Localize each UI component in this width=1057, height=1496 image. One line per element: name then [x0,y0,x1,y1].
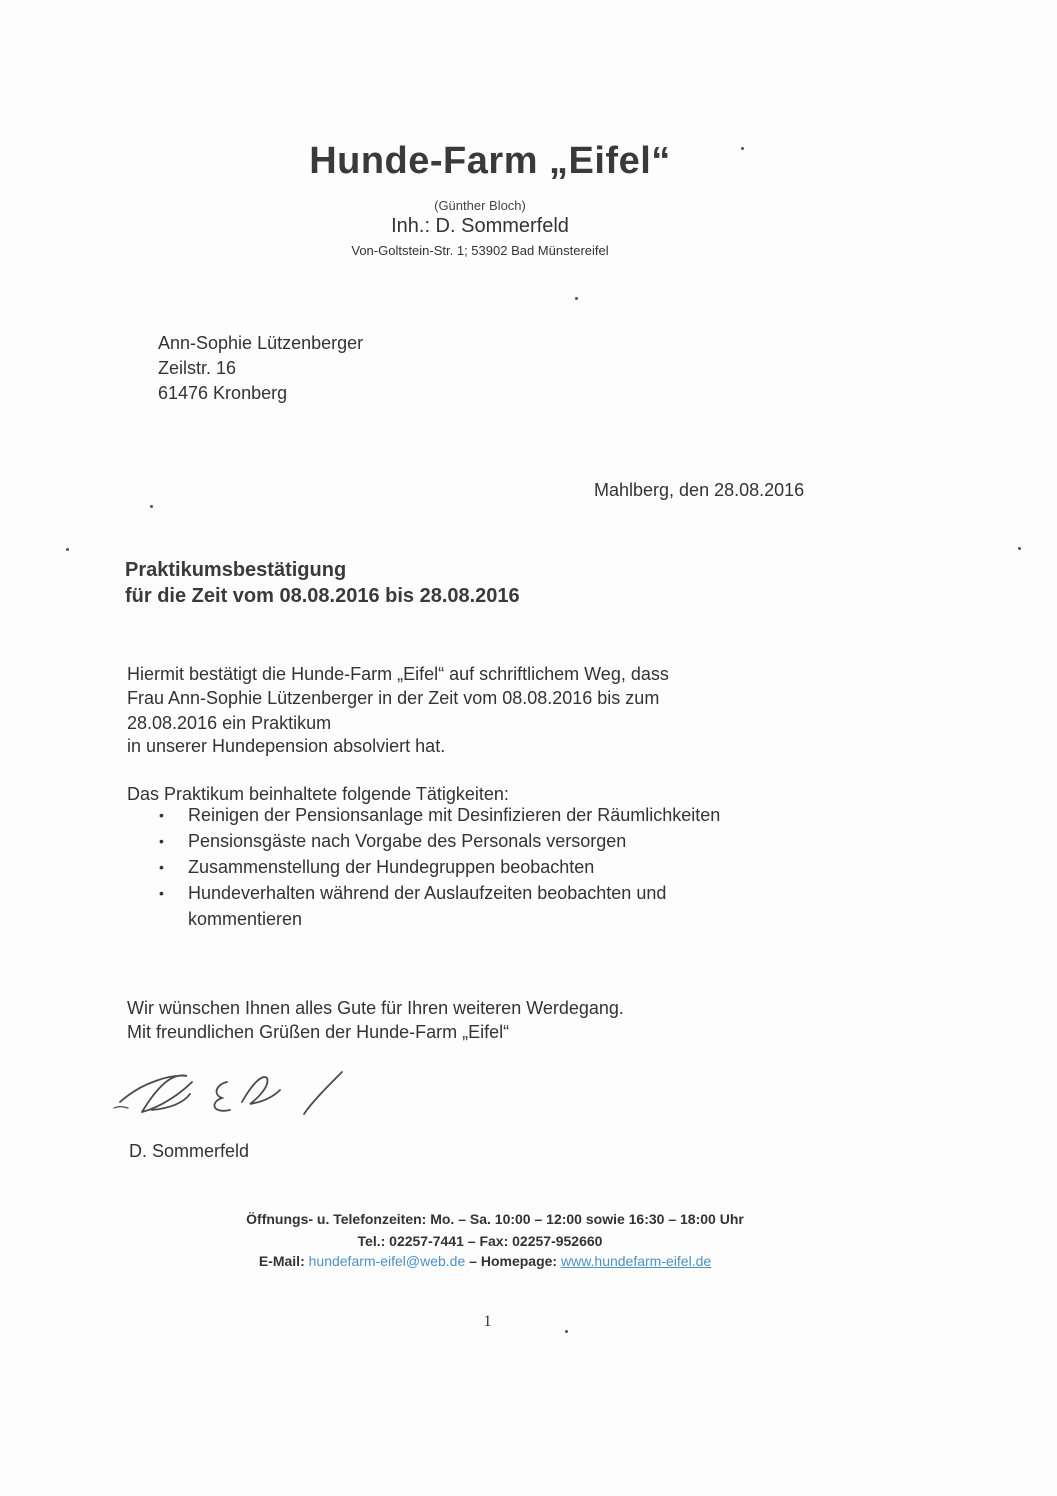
email-link[interactable]: hundefarm-eifel@web.de [308,1253,466,1269]
footer-phone-fax: Tel.: 02257-7441 – Fax: 02257-952660 [357,1233,603,1249]
recipient-city: 61476 Kronberg [158,383,288,403]
letterhead-address: Von-Goltstein-Str. 1; 53902 Bad Münstereifel [351,243,609,258]
task-list [155,802,828,932]
handwritten-signature [112,1062,352,1122]
tasks-intro: Das Praktikum beinhaltete folgende Tätigkeiten: [127,784,509,804]
scan-speck [66,548,69,551]
letterhead-title: Hunde-Farm „Eifel“ [309,140,671,182]
scan-speck [1018,547,1021,550]
footer-hours: Öffnungs- u. Telefonzeiten: Mo. – Sa. 10:00 – 12:00 sowie 16:30 – 18:00 Uhr [246,1211,744,1227]
date-line: Mahlberg, den 28.08.2016 [594,480,805,500]
body-line: 28.08.2016 ein Praktikum [127,713,332,733]
recipient-name: Ann-Sophie Lützenberger [158,333,364,353]
email-label: E-Mail: [258,1253,305,1269]
task-item: • Zusammenstellung der Hundegruppen beobachten [155,854,828,880]
subject-line-1: Praktikumsbestätigung [125,559,347,581]
task-item: • Hundeverhalten während der Auslaufzeiten beobachten und kommentieren [155,880,748,932]
body-line: Hiermit bestätigt die Hunde-Farm „Eifel“ auf schriftlichem Weg, dass [127,664,669,684]
letterhead-owner: Inh.: D. Sommerfeld [391,215,569,237]
body-line: in unserer Hundepension absolviert hat. [127,736,446,756]
subject-line-2: für die Zeit vom 08.08.2016 bis 28.08.2016 [125,585,520,607]
homepage-label: – Homepage: [469,1253,558,1269]
task-item: • Pensionsgäste nach Vorgabe des Personals versorgen [155,828,828,854]
body-line: Frau Ann-Sophie Lützenberger in der Zeit vom 08.08.2016 bis zum [127,688,660,708]
scan-speck [575,297,578,300]
signatory-name: D. Sommerfeld [129,1141,250,1161]
homepage-link[interactable]: www.hundefarm-eifel.de [560,1253,712,1269]
page-number: 1 [483,1313,492,1330]
scan-speck [150,505,153,508]
footer-contact [5,1253,965,1269]
task-item: • Reinigen der Pensionsanlage mit Desinfizieren der Räumlichkeiten [155,802,828,828]
closing-wishes: Wir wünschen Ihnen alles Gute für Ihren weiteren Werdegang. [127,998,624,1018]
closing-greeting: Mit freundlichen Grüßen der Hunde-Farm „Eifel“ [127,1022,510,1042]
recipient-street: Zeilstr. 16 [158,358,237,378]
letterhead-founder: (Günther Bloch) [434,198,526,213]
